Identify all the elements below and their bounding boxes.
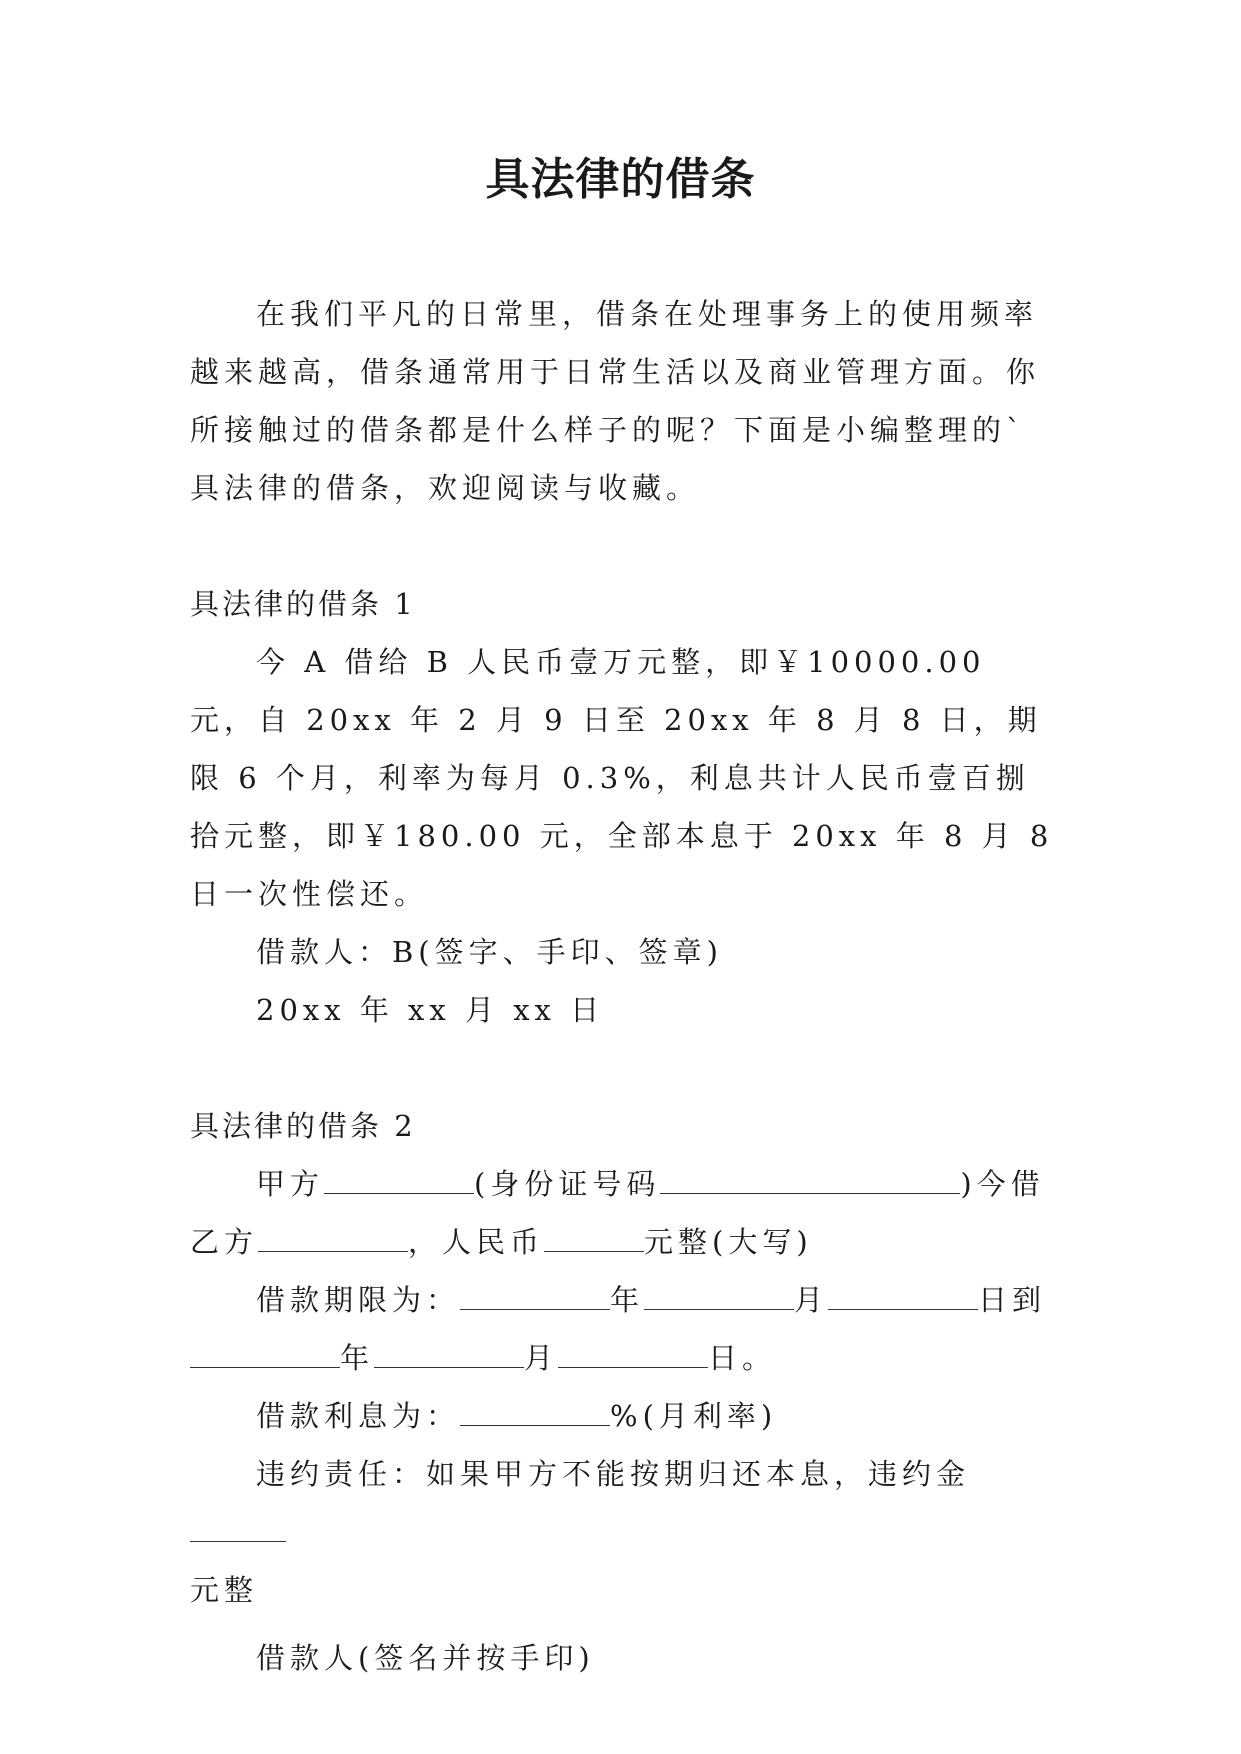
section-2-signer: 借款人(签名并按手印): [256, 1641, 595, 1675]
section-2-heading: 具法律的借条 2: [190, 1109, 416, 1143]
month-label: 月: [794, 1283, 829, 1317]
rmb-label: ，人民币: [408, 1225, 545, 1259]
section-1-heading: 具法律的借条 1: [190, 587, 416, 621]
start-day-blank: [828, 1279, 978, 1310]
document-body: [190, 285, 1056, 1687]
breach-text: 违约责任：如果甲方不能按期归还本息，违约金: [256, 1457, 971, 1491]
end-day-blank: [558, 1337, 708, 1368]
document-title: 具法律的借条: [485, 154, 756, 205]
year-label: 年: [340, 1341, 375, 1375]
amount-blank: [544, 1221, 644, 1252]
day-end-label: 日。: [708, 1341, 777, 1375]
spacer: [190, 517, 1056, 575]
end-month-blank: [374, 1337, 524, 1368]
section-2-term-end-line: [190, 1329, 1056, 1387]
section-1-date: 20xx 年 xx 月 xx 日: [256, 993, 605, 1027]
start-month-blank: [644, 1279, 794, 1310]
section-2-party-b-line: [190, 1213, 1056, 1271]
section-2-breach-line: [190, 1445, 1056, 1561]
party-b-blank: [258, 1221, 408, 1252]
interest-blank: [460, 1395, 610, 1426]
interest-label: 借款利息为：: [256, 1399, 461, 1433]
day-to-label: 日到: [978, 1283, 1047, 1317]
party-b-label: 乙方: [190, 1225, 259, 1259]
intro-paragraph: 在我们平凡的日常里，借条在处理事务上的使用频率越来越高，借条通常用于日常生活以及商业管理方面。你所接触过的借条都是什么样子的呢？下面是小编整理的`具法律的借条，欢迎阅读与收藏。: [190, 297, 1041, 505]
party-a-blank: [324, 1163, 474, 1194]
party-a-label: 甲方: [256, 1167, 325, 1201]
penalty-blank: [190, 1511, 286, 1542]
section-2-breach-unit: 元整: [190, 1573, 259, 1607]
end-year-blank: [190, 1337, 340, 1368]
section-1-borrower: 借款人：B(签字、手印、签章): [256, 935, 723, 969]
borrow-text: )今借: [960, 1167, 1045, 1201]
term-label: 借款期限为：: [256, 1283, 461, 1317]
section-2-term-line: [190, 1271, 1056, 1329]
interest-unit: %(月利率): [610, 1399, 778, 1433]
section-2-interest-line: [190, 1387, 1056, 1445]
spacer: [190, 1039, 1056, 1097]
section-2-party-a-line: [190, 1155, 1056, 1213]
amount-unit: 元整(大写): [644, 1225, 813, 1259]
id-number-blank: [660, 1163, 960, 1194]
section-1-body: 今 A 借给 B 人民币壹万元整，即￥10000.00 元，自 20xx 年 2 月 9 日至 20xx 年 8 月 8 日，期限 6 个月，利率为每月 0.3%，利息共计人民币壹百捌拾元整，即￥180.00 元，全部本息于 20xx 年 8 月 8 日一次性偿还。: [190, 645, 1054, 911]
id-number-label: (身份证号码: [474, 1167, 661, 1201]
start-year-blank: [460, 1279, 610, 1310]
year-label: 年: [610, 1283, 645, 1317]
month-label: 月: [524, 1341, 559, 1375]
